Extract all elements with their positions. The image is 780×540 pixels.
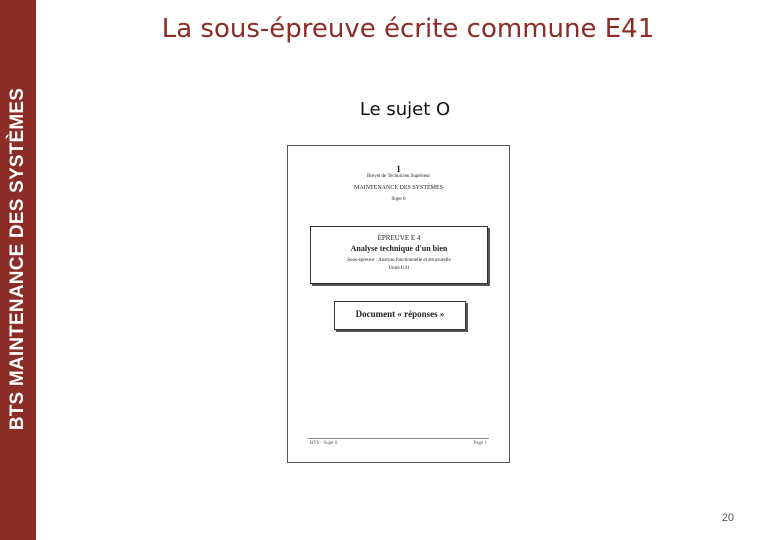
doc-epreuve: ÉPREUVE E 4 (377, 234, 421, 242)
doc-epreuve-line2: Unité U41 (388, 266, 410, 271)
sidebar-band (0, 0, 36, 540)
doc-mark: 1 (396, 164, 401, 174)
sidebar-title: BTS MAINTENANCE DES SYSTÈMES (7, 87, 28, 431)
doc-footer-left: BTS - Sujet 0 (310, 441, 338, 446)
doc-line1: Brevet de Technicien Supérieur (366, 174, 430, 179)
doc-line3: Sujet 0 (391, 197, 406, 202)
doc-footer-rule (308, 438, 489, 439)
document-thumbnail (287, 145, 510, 463)
slide-title: La sous-épreuve écrite commune E41 (161, 14, 655, 44)
doc-footer-right: Page 1 (473, 441, 487, 446)
doc-epreuve-title: Analyse technique d'un bien (350, 244, 448, 253)
page-number: 20 (721, 512, 734, 524)
doc-reponses-box (334, 301, 466, 330)
doc-epreuve-box (310, 226, 488, 284)
doc-line2: MAINTENANCE DES SYSTÈMES (353, 185, 443, 191)
doc-epreuve-line1: Sous-épreuve : Analyse fonctionnelle et structurelle (347, 258, 451, 263)
slide-subtitle: Le sujet O (359, 99, 451, 120)
doc-reponses-label: Document « réponses » (355, 309, 445, 319)
